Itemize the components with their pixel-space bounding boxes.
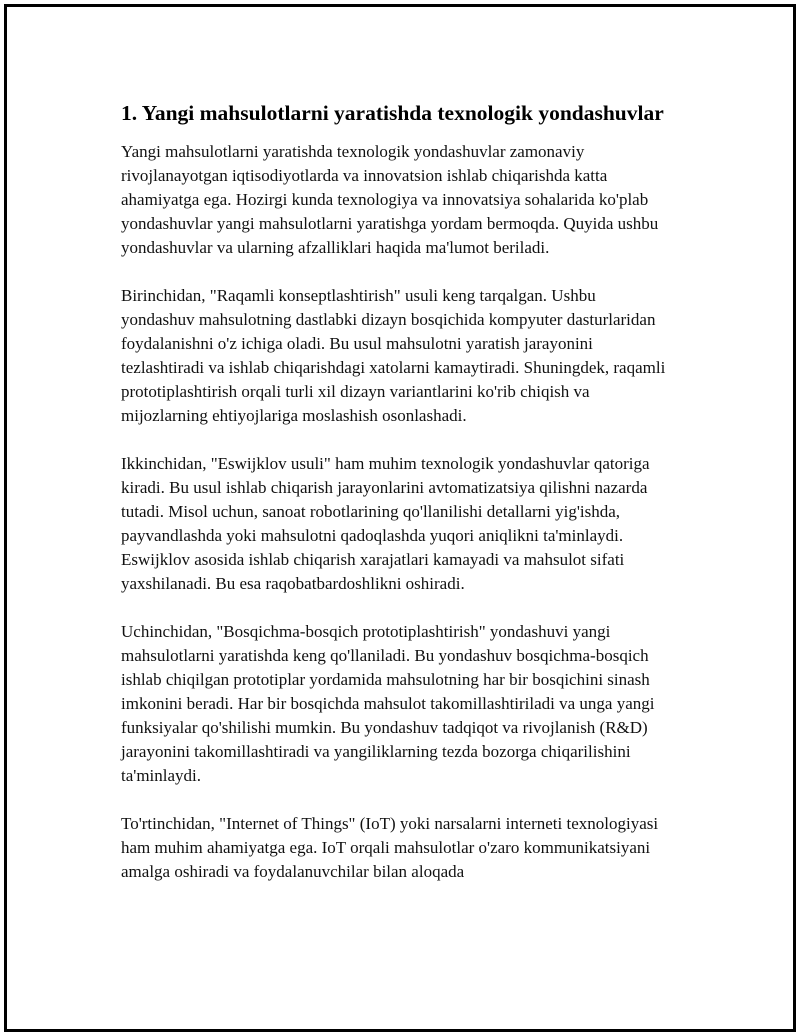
paragraph-third-approach: Uchinchidan, "Bosqichma-bosqich prototiplashtirish" yondashuvi yangi mahsulotlarni yaratishda keng qo'llaniladi. Bu yondashuv bosqichma-bosqich ishlab chiqilgan prototiplar yordamida mahsulotning har bir bosqichini sinash imkonini beradi. Har bir bosqichda mahsulot takomillashtiriladi va unga yangi funksiyalar qo'shilishi mumkin. Bu yondashuv tadqiqot va rivojlanish (R&D) jarayonini takomillashtiradi va yangiliklarning tezda bozorga chiqarilishini ta'minlaydi. (121, 622, 655, 785)
paragraph-fourth-approach: To'rtinchidan, "Internet of Things" (IoT) yoki narsalarni interneti texnologiyasi ham muhim ahamiyatga ega. IoT orqali mahsulotlar o'zaro kommunikatsiyani amalga oshiradi va foydalanuvchilar bilan aloqada (121, 814, 659, 881)
section-heading: 1. Yangi mahsulotlarni yaratishda texnologik yondashuvlar (121, 101, 664, 125)
paragraph-first-approach: Birinchidan, "Raqamli konseptlashtirish" usuli keng tarqalgan. Ushbu yondashuv mahsulotning dastlabki dizayn bosqichida kompyuter dasturlaridan foydalanishni o'z ichiga oladi. Bu usul mahsulotni yaratish jarayonini tezlashtiradi va ishlab chiqarishdagi xatolarni kamaytiradi. Shuningdek, raqamli prototiplashtirish orqali turli xil dizayn variantlarini ko'rib chiqish va mijozlarning ehtiyojlariga moslashish osonlashadi. (121, 286, 666, 425)
paragraph-intro: Yangi mahsulotlarni yaratishda texnologik yondashuvlar zamonaviy rivojlanayotgan iqtisodiyotlarda va innovatsion ishlab chiqarishda katta ahamiyatga ega. Hozirgi kunda texnologiya va innovatsiya sohalarida ko'plab yondashuvlar yangi mahsulotlarni yaratishga yordam bermoqda. Quyida ushbu yondashuvlar va ularning afzalliklari haqida ma'lumot beriladi. (121, 142, 659, 257)
document-body (121, 100, 666, 908)
document-page (4, 4, 796, 1032)
paragraph-second-approach: Ikkinchidan, "Eswijklov usuli" ham muhim texnologik yondashuvlar qatoriga kiradi. Bu usul ishlab chiqarish jarayonlarini avtomatizatsiya qilishni nazarda tutadi. Misol uchun, sanoat robotlarining qo'llanilishi detallarni yig'ishda, payvandlashda yoki mahsulotni qadoqlashda yuqori aniqlikni ta'minlaydi. Eswijklov asosida ishlab chiqarish xarajatlari kamayadi va mahsulot sifati yaxshilanadi. Bu esa raqobatbardoshlikni oshiradi. (121, 454, 650, 593)
